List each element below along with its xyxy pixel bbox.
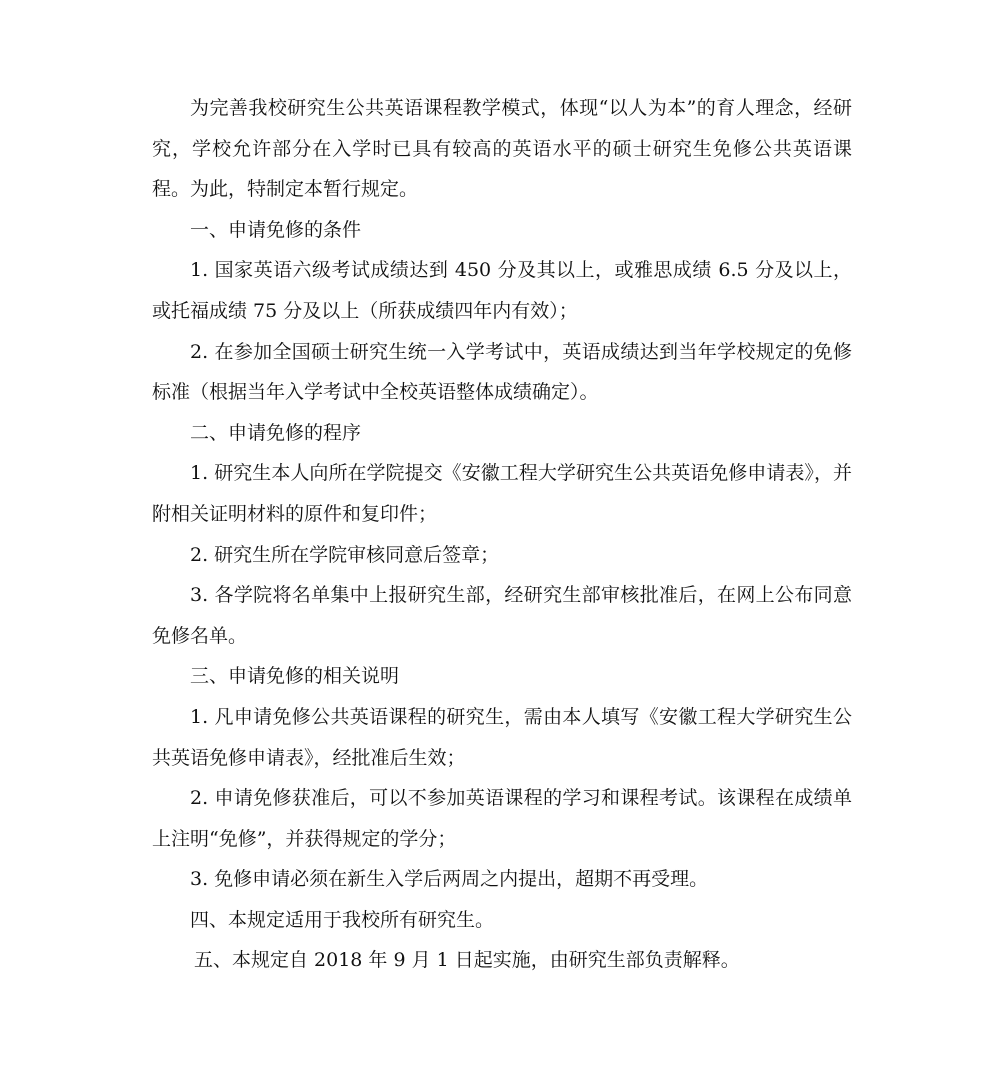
intro-paragraph: 为完善我校研究生公共英语课程教学模式，体现“以人为本”的育人理念，经研究，学校允许部分在入学时已具有较高的英语水平的硕士研究生免修公共英语课程。为此，特制定本暂行规定。 — [152, 97, 852, 201]
notes-item-1: 1. 凡申请免修公共英语课程的研究生，需由本人填写《安徽工程大学研究生公共英语免修申请表》，经批准后生效； — [152, 705, 852, 769]
section-heading-scope: 四、本规定适用于我校所有研究生。 — [190, 908, 495, 931]
document-body — [152, 88, 852, 981]
notes-item-2: 2. 申请免修获准后，可以不参加英语课程的学习和课程考试。该课程在成绩单上注明“免修”，并获得规定的学分； — [152, 787, 852, 850]
procedure-item-1: 1. 研究生本人向所在学院提交《安徽工程大学研究生公共英语免修申请表》，并附相关证明材料的原件和复印件； — [152, 462, 852, 525]
procedure-item-3: 3. 各学院将名单集中上报研究生部，经研究生部审核批准后，在网上公布同意免修名单。 — [152, 584, 852, 647]
section-heading-procedure: 二、申请免修的程序 — [190, 421, 362, 444]
procedure-item-2: 2. 研究生所在学院审核同意后签章； — [190, 543, 500, 566]
section-heading-notes: 三、申请免修的相关说明 — [190, 665, 400, 688]
section-heading-effective-date: 五、本规定自 2018 年 9 月 1 日起实施，由研究生部负责解释。 — [194, 949, 740, 972]
section-heading-conditions: 一、申请免修的条件 — [190, 218, 362, 241]
notes-item-3: 3. 免修申请必须在新生入学后两周之内提出，超期不再受理。 — [190, 868, 709, 891]
condition-item-1: 1. 国家英语六级考试成绩达到 450 分及其以上，或雅思成绩 6.5 分及以上，或托福成绩 75 分及以上（所获成绩四年内有效）； — [152, 259, 852, 322]
condition-item-2: 2. 在参加全国硕士研究生统一入学考试中，英语成绩达到当年学校规定的免修标准（根据当年入学考试中全校英语整体成绩确定）。 — [152, 340, 852, 404]
